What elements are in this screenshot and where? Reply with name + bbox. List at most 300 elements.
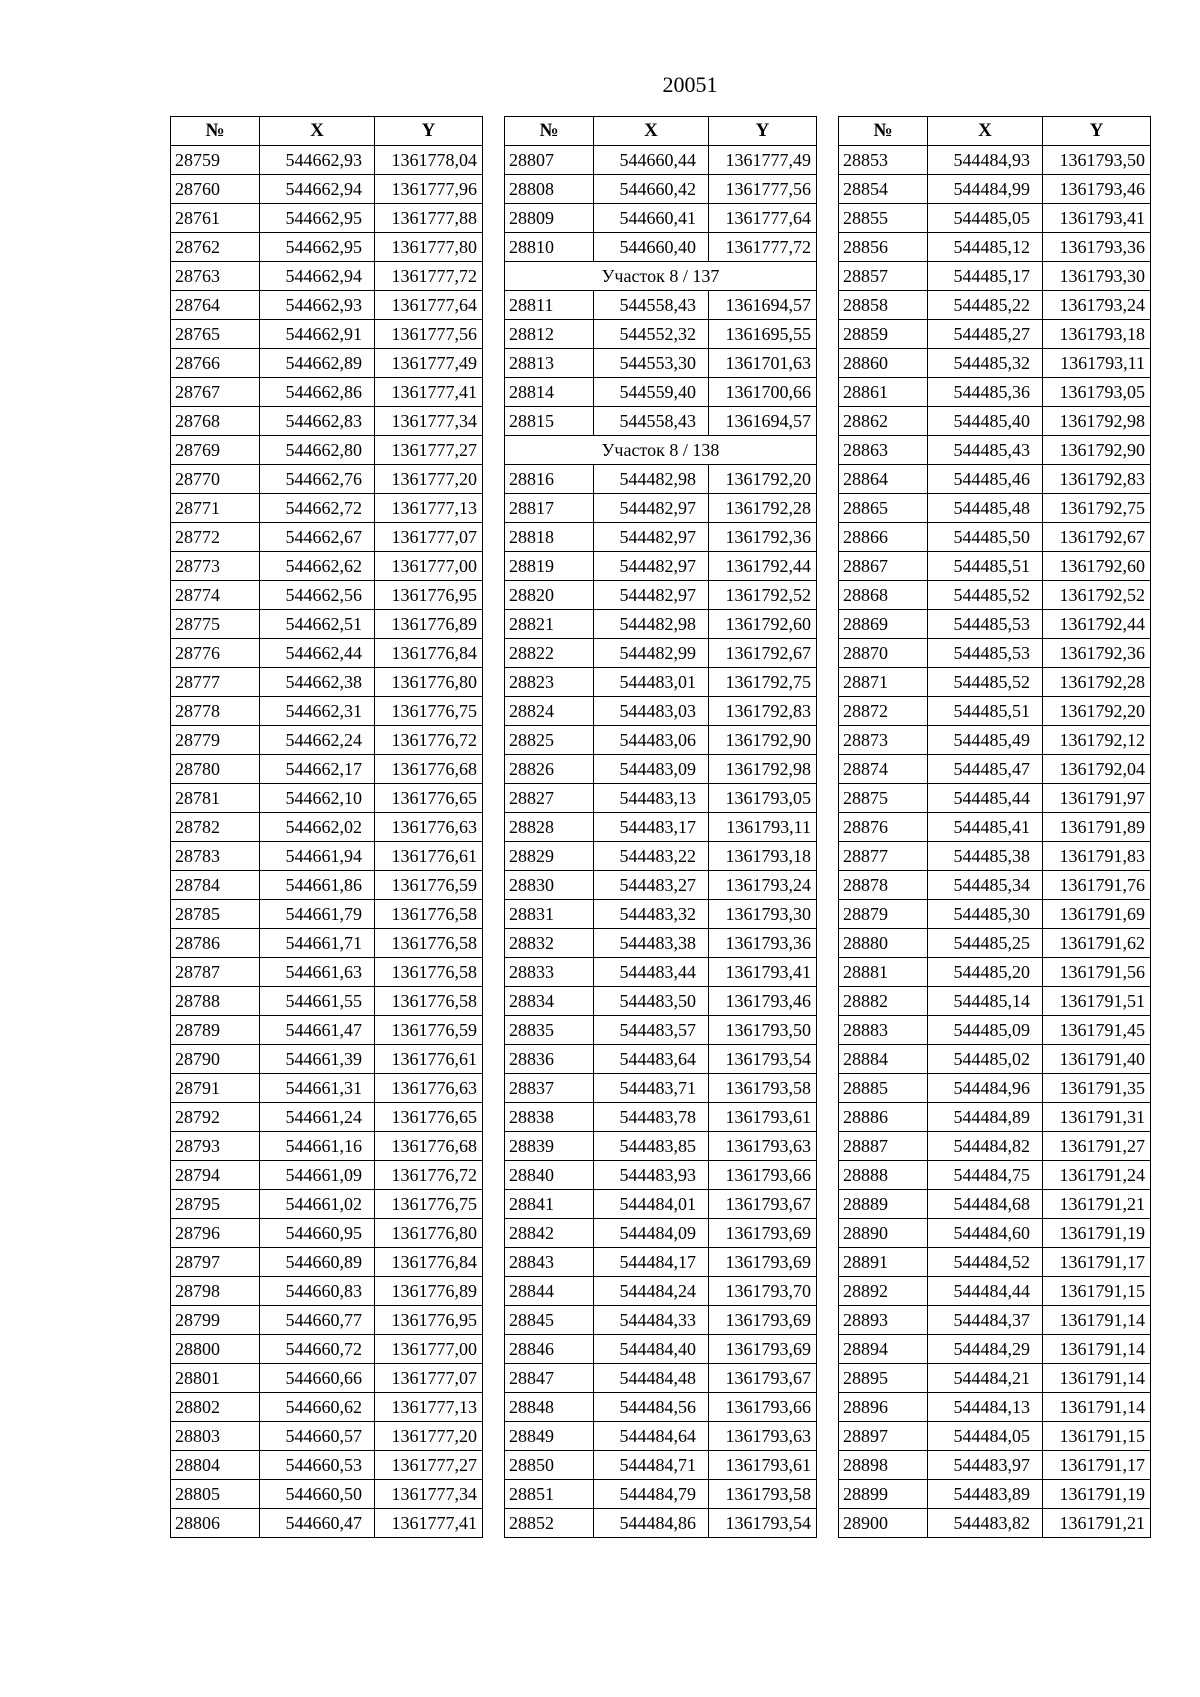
table-row (505, 552, 817, 581)
table-row (171, 929, 483, 958)
table-row (839, 1277, 1151, 1306)
x-coordinate-cell: 544483,97 (928, 1451, 1043, 1480)
x-coordinate-cell: 544553,30 (594, 349, 709, 378)
x-coordinate-cell: 544661,71 (260, 929, 375, 958)
x-coordinate-cell: 544484,60 (928, 1219, 1043, 1248)
table-row (171, 1074, 483, 1103)
point-number-cell: 28847 (505, 1364, 594, 1393)
x-coordinate-cell: 544660,53 (260, 1451, 375, 1480)
coordinate-table-1 (170, 116, 483, 1538)
x-coordinate-cell: 544662,38 (260, 668, 375, 697)
table-row (171, 871, 483, 900)
point-number-cell: 28805 (171, 1480, 260, 1509)
point-number-cell: 28841 (505, 1190, 594, 1219)
point-number-cell: 28830 (505, 871, 594, 900)
header-y: Y (1043, 117, 1151, 146)
y-coordinate-cell: 1361791,17 (1043, 1451, 1151, 1480)
header-y: Y (375, 117, 483, 146)
point-number-cell: 28803 (171, 1422, 260, 1451)
point-number-cell: 28881 (839, 958, 928, 987)
y-coordinate-cell: 1361777,56 (375, 320, 483, 349)
point-number-cell: 28873 (839, 726, 928, 755)
point-number-cell: 28765 (171, 320, 260, 349)
table-row (505, 1277, 817, 1306)
point-number-cell: 28885 (839, 1074, 928, 1103)
y-coordinate-cell: 1361777,64 (709, 204, 817, 233)
table-row (505, 320, 817, 349)
y-coordinate-cell: 1361695,55 (709, 320, 817, 349)
point-number-cell: 28884 (839, 1045, 928, 1074)
x-coordinate-cell: 544661,02 (260, 1190, 375, 1219)
x-coordinate-cell: 544483,32 (594, 900, 709, 929)
point-number-cell: 28853 (839, 146, 928, 175)
table-row (505, 668, 817, 697)
table-row (839, 726, 1151, 755)
point-number-cell: 28795 (171, 1190, 260, 1219)
x-coordinate-cell: 544485,20 (928, 958, 1043, 987)
x-coordinate-cell: 544485,47 (928, 755, 1043, 784)
table-row (505, 349, 817, 378)
point-number-cell: 28781 (171, 784, 260, 813)
y-coordinate-cell: 1361791,19 (1043, 1219, 1151, 1248)
y-coordinate-cell: 1361793,63 (709, 1132, 817, 1161)
x-coordinate-cell: 544662,94 (260, 262, 375, 291)
y-coordinate-cell: 1361777,13 (375, 494, 483, 523)
x-coordinate-cell: 544558,43 (594, 407, 709, 436)
y-coordinate-cell: 1361793,69 (709, 1219, 817, 1248)
x-coordinate-cell: 544662,93 (260, 146, 375, 175)
table-row (171, 668, 483, 697)
y-coordinate-cell: 1361793,24 (709, 871, 817, 900)
header-x: X (260, 117, 375, 146)
x-coordinate-cell: 544662,80 (260, 436, 375, 465)
point-number-cell: 28849 (505, 1422, 594, 1451)
point-number-cell: 28848 (505, 1393, 594, 1422)
point-number-cell: 28786 (171, 929, 260, 958)
x-coordinate-cell: 544482,97 (594, 552, 709, 581)
x-coordinate-cell: 544662,62 (260, 552, 375, 581)
coordinate-table-3 (838, 116, 1151, 1538)
table-row (839, 552, 1151, 581)
y-coordinate-cell: 1361791,14 (1043, 1335, 1151, 1364)
table-row (839, 958, 1151, 987)
point-number-cell: 28870 (839, 639, 928, 668)
table-row (505, 407, 817, 436)
table-row (839, 407, 1151, 436)
table-row (505, 291, 817, 320)
table-header-row (505, 117, 817, 146)
x-coordinate-cell: 544662,24 (260, 726, 375, 755)
table-row (505, 465, 817, 494)
x-coordinate-cell: 544662,02 (260, 813, 375, 842)
y-coordinate-cell: 1361791,15 (1043, 1422, 1151, 1451)
table-row (171, 378, 483, 407)
x-coordinate-cell: 544485,38 (928, 842, 1043, 871)
table-row (505, 784, 817, 813)
point-number-cell: 28782 (171, 813, 260, 842)
point-number-cell: 28836 (505, 1045, 594, 1074)
y-coordinate-cell: 1361776,58 (375, 987, 483, 1016)
y-coordinate-cell: 1361694,57 (709, 291, 817, 320)
table-row (171, 204, 483, 233)
table-row (839, 233, 1151, 262)
point-number-cell: 28761 (171, 204, 260, 233)
x-coordinate-cell: 544484,86 (594, 1509, 709, 1538)
y-coordinate-cell: 1361793,61 (709, 1103, 817, 1132)
table-row (839, 668, 1151, 697)
y-coordinate-cell: 1361793,69 (709, 1248, 817, 1277)
point-number-cell: 28783 (171, 842, 260, 871)
table-row (505, 842, 817, 871)
y-coordinate-cell: 1361792,12 (1043, 726, 1151, 755)
y-coordinate-cell: 1361777,07 (375, 523, 483, 552)
x-coordinate-cell: 544483,01 (594, 668, 709, 697)
y-coordinate-cell: 1361793,41 (1043, 204, 1151, 233)
x-coordinate-cell: 544485,02 (928, 1045, 1043, 1074)
table-row (839, 639, 1151, 668)
table-row (839, 378, 1151, 407)
x-coordinate-cell: 544662,44 (260, 639, 375, 668)
x-coordinate-cell: 544662,56 (260, 581, 375, 610)
x-coordinate-cell: 544485,48 (928, 494, 1043, 523)
y-coordinate-cell: 1361778,04 (375, 146, 483, 175)
x-coordinate-cell: 544662,89 (260, 349, 375, 378)
y-coordinate-cell: 1361777,13 (375, 1393, 483, 1422)
x-coordinate-cell: 544485,32 (928, 349, 1043, 378)
table-row (839, 1074, 1151, 1103)
point-number-cell: 28801 (171, 1364, 260, 1393)
x-coordinate-cell: 544660,72 (260, 1335, 375, 1364)
y-coordinate-cell: 1361777,80 (375, 233, 483, 262)
table-row (505, 1422, 817, 1451)
point-number-cell: 28807 (505, 146, 594, 175)
y-coordinate-cell: 1361793,18 (1043, 320, 1151, 349)
y-coordinate-cell: 1361776,61 (375, 1045, 483, 1074)
table-row (839, 784, 1151, 813)
point-number-cell: 28838 (505, 1103, 594, 1132)
y-coordinate-cell: 1361792,83 (1043, 465, 1151, 494)
point-number-cell: 28855 (839, 204, 928, 233)
y-coordinate-cell: 1361793,18 (709, 842, 817, 871)
y-coordinate-cell: 1361776,75 (375, 1190, 483, 1219)
x-coordinate-cell: 544483,06 (594, 726, 709, 755)
y-coordinate-cell: 1361791,83 (1043, 842, 1151, 871)
table-row (171, 1480, 483, 1509)
table-row (505, 813, 817, 842)
y-coordinate-cell: 1361793,61 (709, 1451, 817, 1480)
x-coordinate-cell: 544661,47 (260, 1016, 375, 1045)
table-row (171, 842, 483, 871)
point-number-cell: 28815 (505, 407, 594, 436)
x-coordinate-cell: 544483,03 (594, 697, 709, 726)
point-number-cell: 28899 (839, 1480, 928, 1509)
point-number-cell: 28809 (505, 204, 594, 233)
point-number-cell: 28832 (505, 929, 594, 958)
x-coordinate-cell: 544661,16 (260, 1132, 375, 1161)
table-row (839, 494, 1151, 523)
table-row (171, 1016, 483, 1045)
point-number-cell: 28812 (505, 320, 594, 349)
point-number-cell: 28895 (839, 1364, 928, 1393)
y-coordinate-cell: 1361792,44 (709, 552, 817, 581)
point-number-cell: 28777 (171, 668, 260, 697)
point-number-cell: 28874 (839, 755, 928, 784)
table-row (171, 1335, 483, 1364)
table-row (839, 1016, 1151, 1045)
y-coordinate-cell: 1361777,72 (375, 262, 483, 291)
x-coordinate-cell: 544484,52 (928, 1248, 1043, 1277)
y-coordinate-cell: 1361793,54 (709, 1509, 817, 1538)
point-number-cell: 28787 (171, 958, 260, 987)
point-number-cell: 28780 (171, 755, 260, 784)
y-coordinate-cell: 1361793,36 (709, 929, 817, 958)
y-coordinate-cell: 1361777,27 (375, 1451, 483, 1480)
table-row (839, 1248, 1151, 1277)
y-coordinate-cell: 1361792,52 (709, 581, 817, 610)
table-row (505, 958, 817, 987)
table-row (505, 1016, 817, 1045)
x-coordinate-cell: 544483,38 (594, 929, 709, 958)
point-number-cell: 28869 (839, 610, 928, 639)
table-row (171, 1190, 483, 1219)
point-number-cell: 28771 (171, 494, 260, 523)
y-coordinate-cell: 1361791,40 (1043, 1045, 1151, 1074)
x-coordinate-cell: 544483,22 (594, 842, 709, 871)
table-row (505, 1219, 817, 1248)
table-row (839, 1335, 1151, 1364)
header-num: № (171, 117, 260, 146)
point-number-cell: 28760 (171, 175, 260, 204)
y-coordinate-cell: 1361776,65 (375, 1103, 483, 1132)
point-number-cell: 28766 (171, 349, 260, 378)
y-coordinate-cell: 1361793,66 (709, 1161, 817, 1190)
table-row (505, 639, 817, 668)
table-row (839, 581, 1151, 610)
table-row (171, 349, 483, 378)
table-row (839, 929, 1151, 958)
table-row (505, 987, 817, 1016)
x-coordinate-cell: 544662,67 (260, 523, 375, 552)
header-num: № (839, 117, 928, 146)
y-coordinate-cell: 1361777,96 (375, 175, 483, 204)
y-coordinate-cell: 1361793,05 (1043, 378, 1151, 407)
table-row (171, 1161, 483, 1190)
y-coordinate-cell: 1361776,63 (375, 1074, 483, 1103)
table-row (505, 697, 817, 726)
point-number-cell: 28811 (505, 291, 594, 320)
x-coordinate-cell: 544662,17 (260, 755, 375, 784)
table-row (839, 436, 1151, 465)
y-coordinate-cell: 1361792,28 (709, 494, 817, 523)
table-row (505, 929, 817, 958)
table-row (505, 1074, 817, 1103)
y-coordinate-cell: 1361791,69 (1043, 900, 1151, 929)
point-number-cell: 28896 (839, 1393, 928, 1422)
point-number-cell: 28839 (505, 1132, 594, 1161)
y-coordinate-cell: 1361777,07 (375, 1364, 483, 1393)
x-coordinate-cell: 544484,37 (928, 1306, 1043, 1335)
point-number-cell: 28778 (171, 697, 260, 726)
point-number-cell: 28856 (839, 233, 928, 262)
y-coordinate-cell: 1361793,58 (709, 1074, 817, 1103)
table-row (171, 1306, 483, 1335)
x-coordinate-cell: 544485,46 (928, 465, 1043, 494)
y-coordinate-cell: 1361777,00 (375, 552, 483, 581)
x-coordinate-cell: 544483,78 (594, 1103, 709, 1132)
y-coordinate-cell: 1361791,15 (1043, 1277, 1151, 1306)
x-coordinate-cell: 544482,97 (594, 523, 709, 552)
point-number-cell: 28816 (505, 465, 594, 494)
point-number-cell: 28865 (839, 494, 928, 523)
x-coordinate-cell: 544485,53 (928, 610, 1043, 639)
header-y: Y (709, 117, 817, 146)
point-number-cell: 28822 (505, 639, 594, 668)
point-number-cell: 28764 (171, 291, 260, 320)
x-coordinate-cell: 544661,94 (260, 842, 375, 871)
header-x: X (594, 117, 709, 146)
y-coordinate-cell: 1361776,95 (375, 581, 483, 610)
y-coordinate-cell: 1361777,34 (375, 407, 483, 436)
x-coordinate-cell: 544484,89 (928, 1103, 1043, 1132)
x-coordinate-cell: 544483,57 (594, 1016, 709, 1045)
point-number-cell: 28857 (839, 262, 928, 291)
point-number-cell: 28768 (171, 407, 260, 436)
y-coordinate-cell: 1361776,58 (375, 958, 483, 987)
table-row (505, 233, 817, 262)
table-row (505, 1045, 817, 1074)
y-coordinate-cell: 1361791,31 (1043, 1103, 1151, 1132)
x-coordinate-cell: 544661,79 (260, 900, 375, 929)
x-coordinate-cell: 544485,25 (928, 929, 1043, 958)
x-coordinate-cell: 544483,44 (594, 958, 709, 987)
y-coordinate-cell: 1361776,95 (375, 1306, 483, 1335)
x-coordinate-cell: 544484,71 (594, 1451, 709, 1480)
point-number-cell: 28828 (505, 813, 594, 842)
y-coordinate-cell: 1361776,84 (375, 639, 483, 668)
table-row (505, 1103, 817, 1132)
point-number-cell: 28784 (171, 871, 260, 900)
y-coordinate-cell: 1361793,54 (709, 1045, 817, 1074)
point-number-cell: 28851 (505, 1480, 594, 1509)
y-coordinate-cell: 1361792,60 (1043, 552, 1151, 581)
x-coordinate-cell: 544484,40 (594, 1335, 709, 1364)
point-number-cell: 28842 (505, 1219, 594, 1248)
table-row (839, 1045, 1151, 1074)
table-row (171, 552, 483, 581)
point-number-cell: 28810 (505, 233, 594, 262)
table-row (505, 146, 817, 175)
table-row (839, 842, 1151, 871)
x-coordinate-cell: 544484,44 (928, 1277, 1043, 1306)
table-row (171, 1364, 483, 1393)
table-row (839, 900, 1151, 929)
y-coordinate-cell: 1361776,59 (375, 1016, 483, 1045)
x-coordinate-cell: 544662,83 (260, 407, 375, 436)
table-row (505, 1306, 817, 1335)
y-coordinate-cell: 1361793,41 (709, 958, 817, 987)
table-row (505, 1364, 817, 1393)
y-coordinate-cell: 1361776,59 (375, 871, 483, 900)
table-row (171, 610, 483, 639)
table-row (171, 146, 483, 175)
point-number-cell: 28792 (171, 1103, 260, 1132)
point-number-cell: 28844 (505, 1277, 594, 1306)
table-row (171, 1451, 483, 1480)
point-number-cell: 28767 (171, 378, 260, 407)
y-coordinate-cell: 1361791,14 (1043, 1306, 1151, 1335)
point-number-cell: 28833 (505, 958, 594, 987)
y-coordinate-cell: 1361791,45 (1043, 1016, 1151, 1045)
point-number-cell: 28843 (505, 1248, 594, 1277)
table-row (171, 1393, 483, 1422)
x-coordinate-cell: 544485,22 (928, 291, 1043, 320)
x-coordinate-cell: 544661,63 (260, 958, 375, 987)
page-number: 20051 (662, 72, 718, 97)
x-coordinate-cell: 544662,51 (260, 610, 375, 639)
point-number-cell: 28779 (171, 726, 260, 755)
y-coordinate-cell: 1361791,51 (1043, 987, 1151, 1016)
y-coordinate-cell: 1361792,90 (709, 726, 817, 755)
table-row (839, 262, 1151, 291)
table-row (171, 1103, 483, 1132)
point-number-cell: 28814 (505, 378, 594, 407)
table-row (839, 871, 1151, 900)
y-coordinate-cell: 1361777,20 (375, 1422, 483, 1451)
x-coordinate-cell: 544662,72 (260, 494, 375, 523)
x-coordinate-cell: 544485,43 (928, 436, 1043, 465)
y-coordinate-cell: 1361777,88 (375, 204, 483, 233)
point-number-cell: 28821 (505, 610, 594, 639)
x-coordinate-cell: 544662,94 (260, 175, 375, 204)
point-number-cell: 28893 (839, 1306, 928, 1335)
table-row (171, 784, 483, 813)
header-x: X (928, 117, 1043, 146)
table-row (171, 175, 483, 204)
x-coordinate-cell: 544552,32 (594, 320, 709, 349)
point-number-cell: 28890 (839, 1219, 928, 1248)
table-row (839, 1480, 1151, 1509)
point-number-cell: 28868 (839, 581, 928, 610)
y-coordinate-cell: 1361792,36 (709, 523, 817, 552)
x-coordinate-cell: 544485,41 (928, 813, 1043, 842)
table-row (839, 1306, 1151, 1335)
x-coordinate-cell: 544485,40 (928, 407, 1043, 436)
point-number-cell: 28859 (839, 320, 928, 349)
y-coordinate-cell: 1361792,20 (1043, 697, 1151, 726)
x-coordinate-cell: 544485,50 (928, 523, 1043, 552)
y-coordinate-cell: 1361792,20 (709, 465, 817, 494)
point-number-cell: 28850 (505, 1451, 594, 1480)
point-number-cell: 28883 (839, 1016, 928, 1045)
x-coordinate-cell: 544662,10 (260, 784, 375, 813)
x-coordinate-cell: 544660,95 (260, 1219, 375, 1248)
point-number-cell: 28825 (505, 726, 594, 755)
table-row (839, 1103, 1151, 1132)
point-number-cell: 28872 (839, 697, 928, 726)
table-row (839, 1132, 1151, 1161)
y-coordinate-cell: 1361776,68 (375, 1132, 483, 1161)
x-coordinate-cell: 544484,05 (928, 1422, 1043, 1451)
x-coordinate-cell: 544485,52 (928, 581, 1043, 610)
x-coordinate-cell: 544661,24 (260, 1103, 375, 1132)
point-number-cell: 28867 (839, 552, 928, 581)
table-header-row (171, 117, 483, 146)
table-row (171, 1248, 483, 1277)
table-row (505, 1248, 817, 1277)
point-number-cell: 28879 (839, 900, 928, 929)
point-number-cell: 28829 (505, 842, 594, 871)
x-coordinate-cell: 544484,13 (928, 1393, 1043, 1422)
